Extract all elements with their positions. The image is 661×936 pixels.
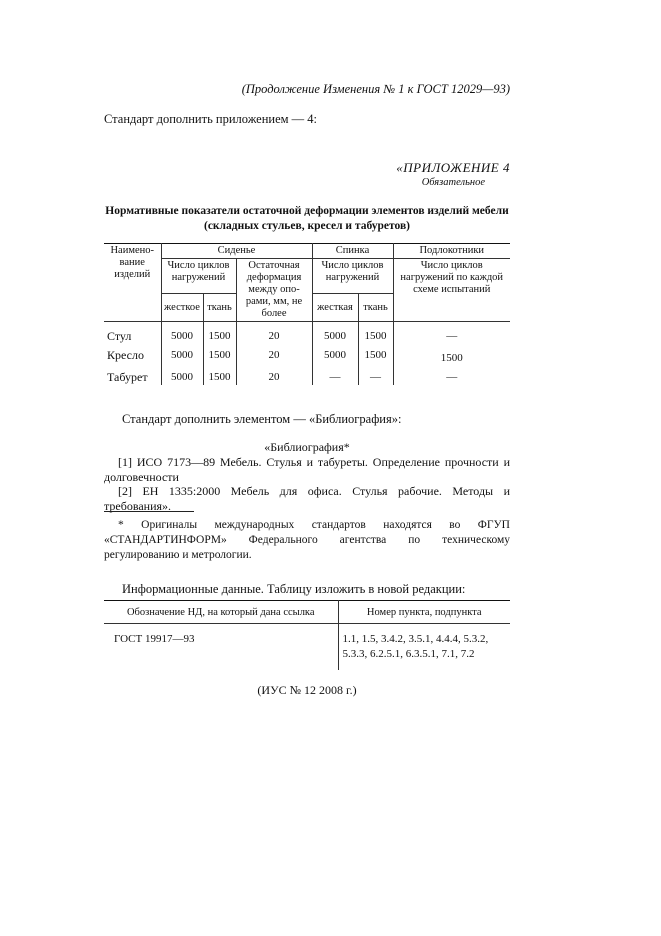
cell-armrest: — (393, 322, 510, 345)
group-back: Спинка (312, 244, 393, 259)
row-name: Табурет (104, 366, 161, 385)
seat-fabric-header: ткань (203, 293, 236, 321)
cell-seat-rigid: 5000 (161, 322, 203, 345)
cell-back-rigid: 5000 (312, 344, 358, 366)
deformation-table (104, 243, 510, 385)
cell-back-rigid: — (312, 366, 358, 385)
back-rigid-header: жесткая (312, 293, 358, 321)
seat-deformation-header: Остаточная деформация между опо-рами, мм, не более (236, 259, 312, 322)
footnote: * Оригиналы международных стандартов находятся во ФГУП «СТАНДАРТИНФОРМ» Федерального агентства по техническому регулированию и метрологии. (104, 519, 510, 561)
table1-title: Нормативные показатели остаточной деформации элементов изделий мебели (складных стульев, кресел и табуретов) (105, 205, 509, 232)
col-items: Номер пункта, подпункта (338, 601, 510, 624)
cell-back-fabric: 1500 (358, 322, 393, 345)
cell-seat-fabric: 1500 (203, 344, 236, 366)
cell-deformation: 20 (236, 344, 312, 366)
ius-reference: (ИУС № 12 2008 г.) (257, 683, 357, 697)
appendix-subtitle: Обязательное (421, 177, 485, 188)
cell-document: ГОСТ 19917—93 (104, 624, 338, 671)
row-name: Кресло (104, 344, 161, 366)
cell-back-rigid: 5000 (312, 322, 358, 345)
group-seat: Сиденье (161, 244, 312, 259)
cell-back-fabric: — (358, 366, 393, 385)
footnote-divider (104, 511, 194, 512)
col-product-name: Наимено-вание изделий (104, 244, 161, 322)
cell-back-fabric: 1500 (358, 344, 393, 366)
table-row (104, 624, 510, 671)
arm-cycles-header: Число циклов нагружений по каждой схеме испытаний (393, 259, 510, 322)
appendix-title: «ПРИЛОЖЕНИЕ 4 (396, 160, 510, 175)
bibliography-title: «Библиография* (264, 440, 350, 454)
seat-cycles-header: Число циклов нагружений (161, 259, 236, 294)
row-name: Стул (104, 322, 161, 345)
cell-armrest: — (393, 366, 510, 385)
bibliography-item-2: [2] ЕН 1335:2000 Мебель для офиса. Стулья рабочие. Методы и требования». (104, 484, 510, 513)
cell-deformation: 20 (236, 322, 312, 345)
back-cycles-header: Число циклов нагружений (312, 259, 393, 294)
intro-text-2: Стандарт дополнить элементом — «Библиография»: (122, 412, 402, 426)
cell-items: 1.1, 1.5, 3.4.2, 3.5.1, 4.4.4, 5.3.2, 5.3.3, 6.2.5.1, 6.3.5.1, 7.1, 7.2 (342, 633, 489, 660)
cell-seat-rigid: 5000 (161, 344, 203, 366)
group-armrests: Подлокотники (393, 244, 510, 259)
cell-armrest: 1500 (393, 344, 510, 366)
cell-deformation: 20 (236, 366, 312, 385)
intro-text: Стандарт дополнить приложением — 4: (104, 112, 318, 126)
bibliography-item-1: [1] ИСО 7173—89 Мебель. Стулья и табуреты. Определение прочности и долговечности (104, 455, 510, 484)
references-table (104, 600, 510, 670)
seat-rigid-header: жесткое (161, 293, 203, 321)
back-fabric-header: ткань (358, 293, 393, 321)
cell-seat-fabric: 1500 (203, 322, 236, 345)
table-row (104, 366, 510, 385)
table-row (104, 344, 510, 366)
cell-seat-fabric: 1500 (203, 366, 236, 385)
header-note: (Продолжение Изменения № 1 к ГОСТ 12029—93) (241, 82, 510, 96)
col-document: Обозначение НД, на который дана ссылка (104, 601, 338, 624)
cell-seat-rigid: 5000 (161, 366, 203, 385)
intro-text-3: Информационные данные. Таблицу изложить в новой редакции: (122, 582, 466, 596)
table-row (104, 322, 510, 345)
